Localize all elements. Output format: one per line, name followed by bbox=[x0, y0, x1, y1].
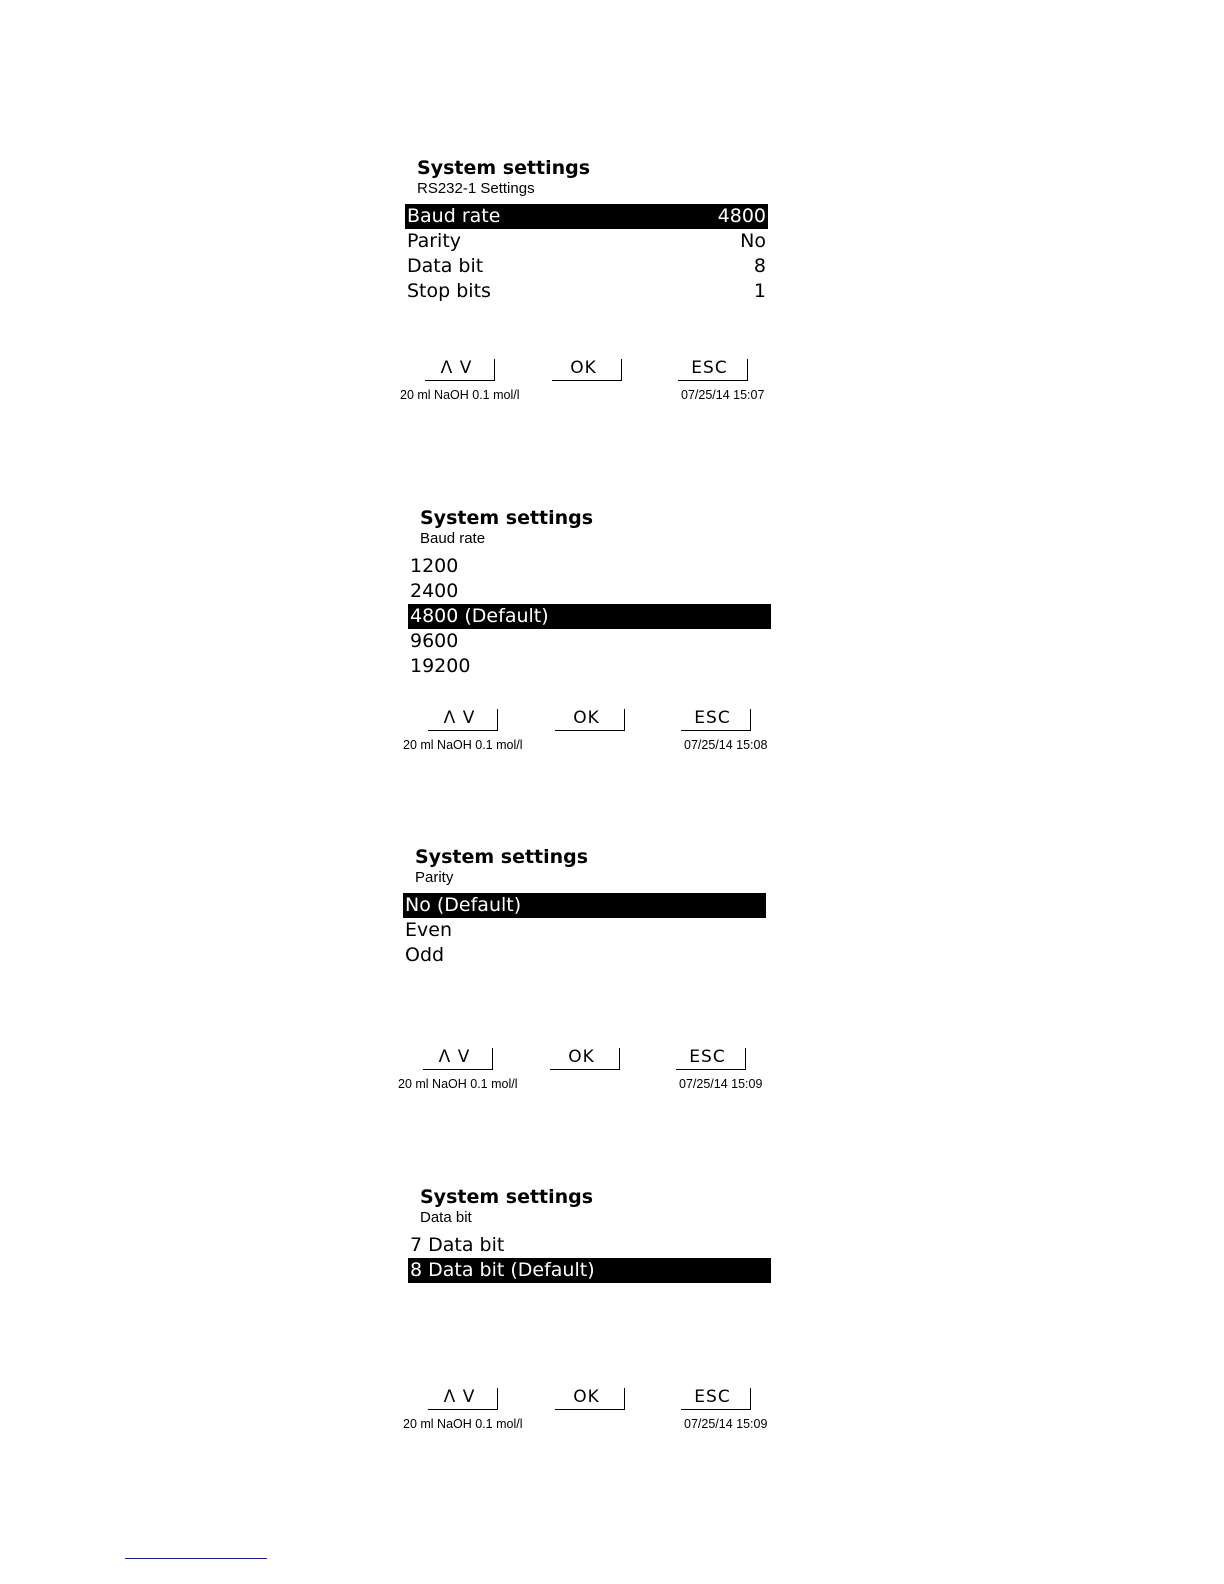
screen-title: System settings bbox=[420, 1186, 594, 1208]
datetime-label: 07/25/14 15:09 bbox=[684, 1417, 768, 1431]
up-down-button[interactable]: Λ V bbox=[428, 709, 498, 731]
screen-title: System settings bbox=[420, 507, 594, 529]
option-list bbox=[408, 1233, 771, 1283]
list-item-4800[interactable] bbox=[408, 604, 771, 629]
screen-data-bit bbox=[403, 1185, 783, 1445]
datetime-label: 07/25/14 15:09 bbox=[679, 1077, 763, 1091]
screen-subtitle: Parity bbox=[415, 869, 454, 886]
list-item-7-data-bit[interactable] bbox=[408, 1233, 771, 1258]
list-item-2400[interactable] bbox=[408, 579, 771, 604]
footnote-divider bbox=[125, 1558, 267, 1559]
settings-list bbox=[405, 204, 768, 304]
list-item-baud-rate[interactable] bbox=[405, 204, 768, 229]
list-item-value: No bbox=[740, 230, 766, 252]
list-item-label: Data bit bbox=[407, 255, 484, 277]
status-bar bbox=[403, 1416, 783, 1432]
list-item-stop-bits[interactable] bbox=[405, 279, 768, 304]
list-item-label: 8 Data bit (Default) bbox=[410, 1259, 595, 1281]
esc-button[interactable]: ESC bbox=[681, 1388, 751, 1410]
softkey-bar bbox=[408, 709, 783, 733]
screen-subtitle: Data bit bbox=[420, 1209, 472, 1226]
list-item-label: 2400 bbox=[410, 580, 459, 602]
screen-rs232-settings bbox=[400, 156, 780, 416]
option-list bbox=[408, 554, 771, 679]
softkey-bar bbox=[403, 1048, 778, 1072]
method-label: 20 ml NaOH 0.1 mol/l bbox=[398, 1077, 518, 1091]
ok-button[interactable]: OK bbox=[550, 1048, 620, 1070]
status-bar bbox=[403, 737, 783, 753]
list-item-9600[interactable] bbox=[408, 629, 771, 654]
list-item-label: Baud rate bbox=[407, 205, 501, 227]
option-list bbox=[403, 893, 766, 968]
list-item-label: Odd bbox=[405, 944, 445, 966]
method-label: 20 ml NaOH 0.1 mol/l bbox=[403, 738, 523, 752]
list-item-label: Even bbox=[405, 919, 452, 941]
ok-button[interactable]: OK bbox=[555, 1388, 625, 1410]
screen-title: System settings bbox=[417, 157, 591, 179]
datetime-label: 07/25/14 15:08 bbox=[684, 738, 768, 752]
list-item-value: 1 bbox=[753, 280, 766, 302]
list-item-label: Parity bbox=[407, 230, 462, 252]
softkey-bar bbox=[405, 359, 780, 383]
list-item-parity[interactable] bbox=[405, 229, 768, 254]
esc-button[interactable]: ESC bbox=[678, 359, 748, 381]
list-item-data-bit[interactable] bbox=[405, 254, 768, 279]
list-item-19200[interactable] bbox=[408, 654, 771, 679]
list-item-no[interactable] bbox=[403, 893, 766, 918]
list-item-label: 1200 bbox=[410, 555, 459, 577]
status-bar bbox=[398, 1076, 778, 1092]
datetime-label: 07/25/14 15:07 bbox=[681, 388, 765, 402]
esc-button[interactable]: ESC bbox=[676, 1048, 746, 1070]
ok-button[interactable]: OK bbox=[552, 359, 622, 381]
softkey-bar bbox=[408, 1388, 783, 1412]
list-item-label: 7 Data bit bbox=[410, 1234, 505, 1256]
up-down-button[interactable]: Λ V bbox=[428, 1388, 498, 1410]
status-bar bbox=[400, 387, 780, 403]
screen-subtitle: RS232-1 Settings bbox=[417, 180, 535, 197]
list-item-8-data-bit[interactable] bbox=[408, 1258, 771, 1283]
screen-title: System settings bbox=[415, 846, 589, 868]
screen-parity bbox=[398, 845, 778, 1105]
up-down-button[interactable]: Λ V bbox=[423, 1048, 493, 1070]
list-item-odd[interactable] bbox=[403, 943, 766, 968]
list-item-label: 19200 bbox=[410, 655, 471, 677]
list-item-label: No (Default) bbox=[405, 894, 522, 916]
list-item-value: 4800 bbox=[717, 205, 766, 227]
ok-button[interactable]: OK bbox=[555, 709, 625, 731]
list-item-1200[interactable] bbox=[408, 554, 771, 579]
method-label: 20 ml NaOH 0.1 mol/l bbox=[403, 1417, 523, 1431]
screen-baud-rate bbox=[403, 506, 783, 766]
screen-subtitle: Baud rate bbox=[420, 530, 486, 547]
list-item-label: 9600 bbox=[410, 630, 459, 652]
list-item-label: 4800 (Default) bbox=[410, 605, 549, 627]
list-item-value: 8 bbox=[753, 255, 766, 277]
method-label: 20 ml NaOH 0.1 mol/l bbox=[400, 388, 520, 402]
list-item-even[interactable] bbox=[403, 918, 766, 943]
up-down-button[interactable]: Λ V bbox=[425, 359, 495, 381]
list-item-label: Stop bits bbox=[407, 280, 491, 302]
esc-button[interactable]: ESC bbox=[681, 709, 751, 731]
